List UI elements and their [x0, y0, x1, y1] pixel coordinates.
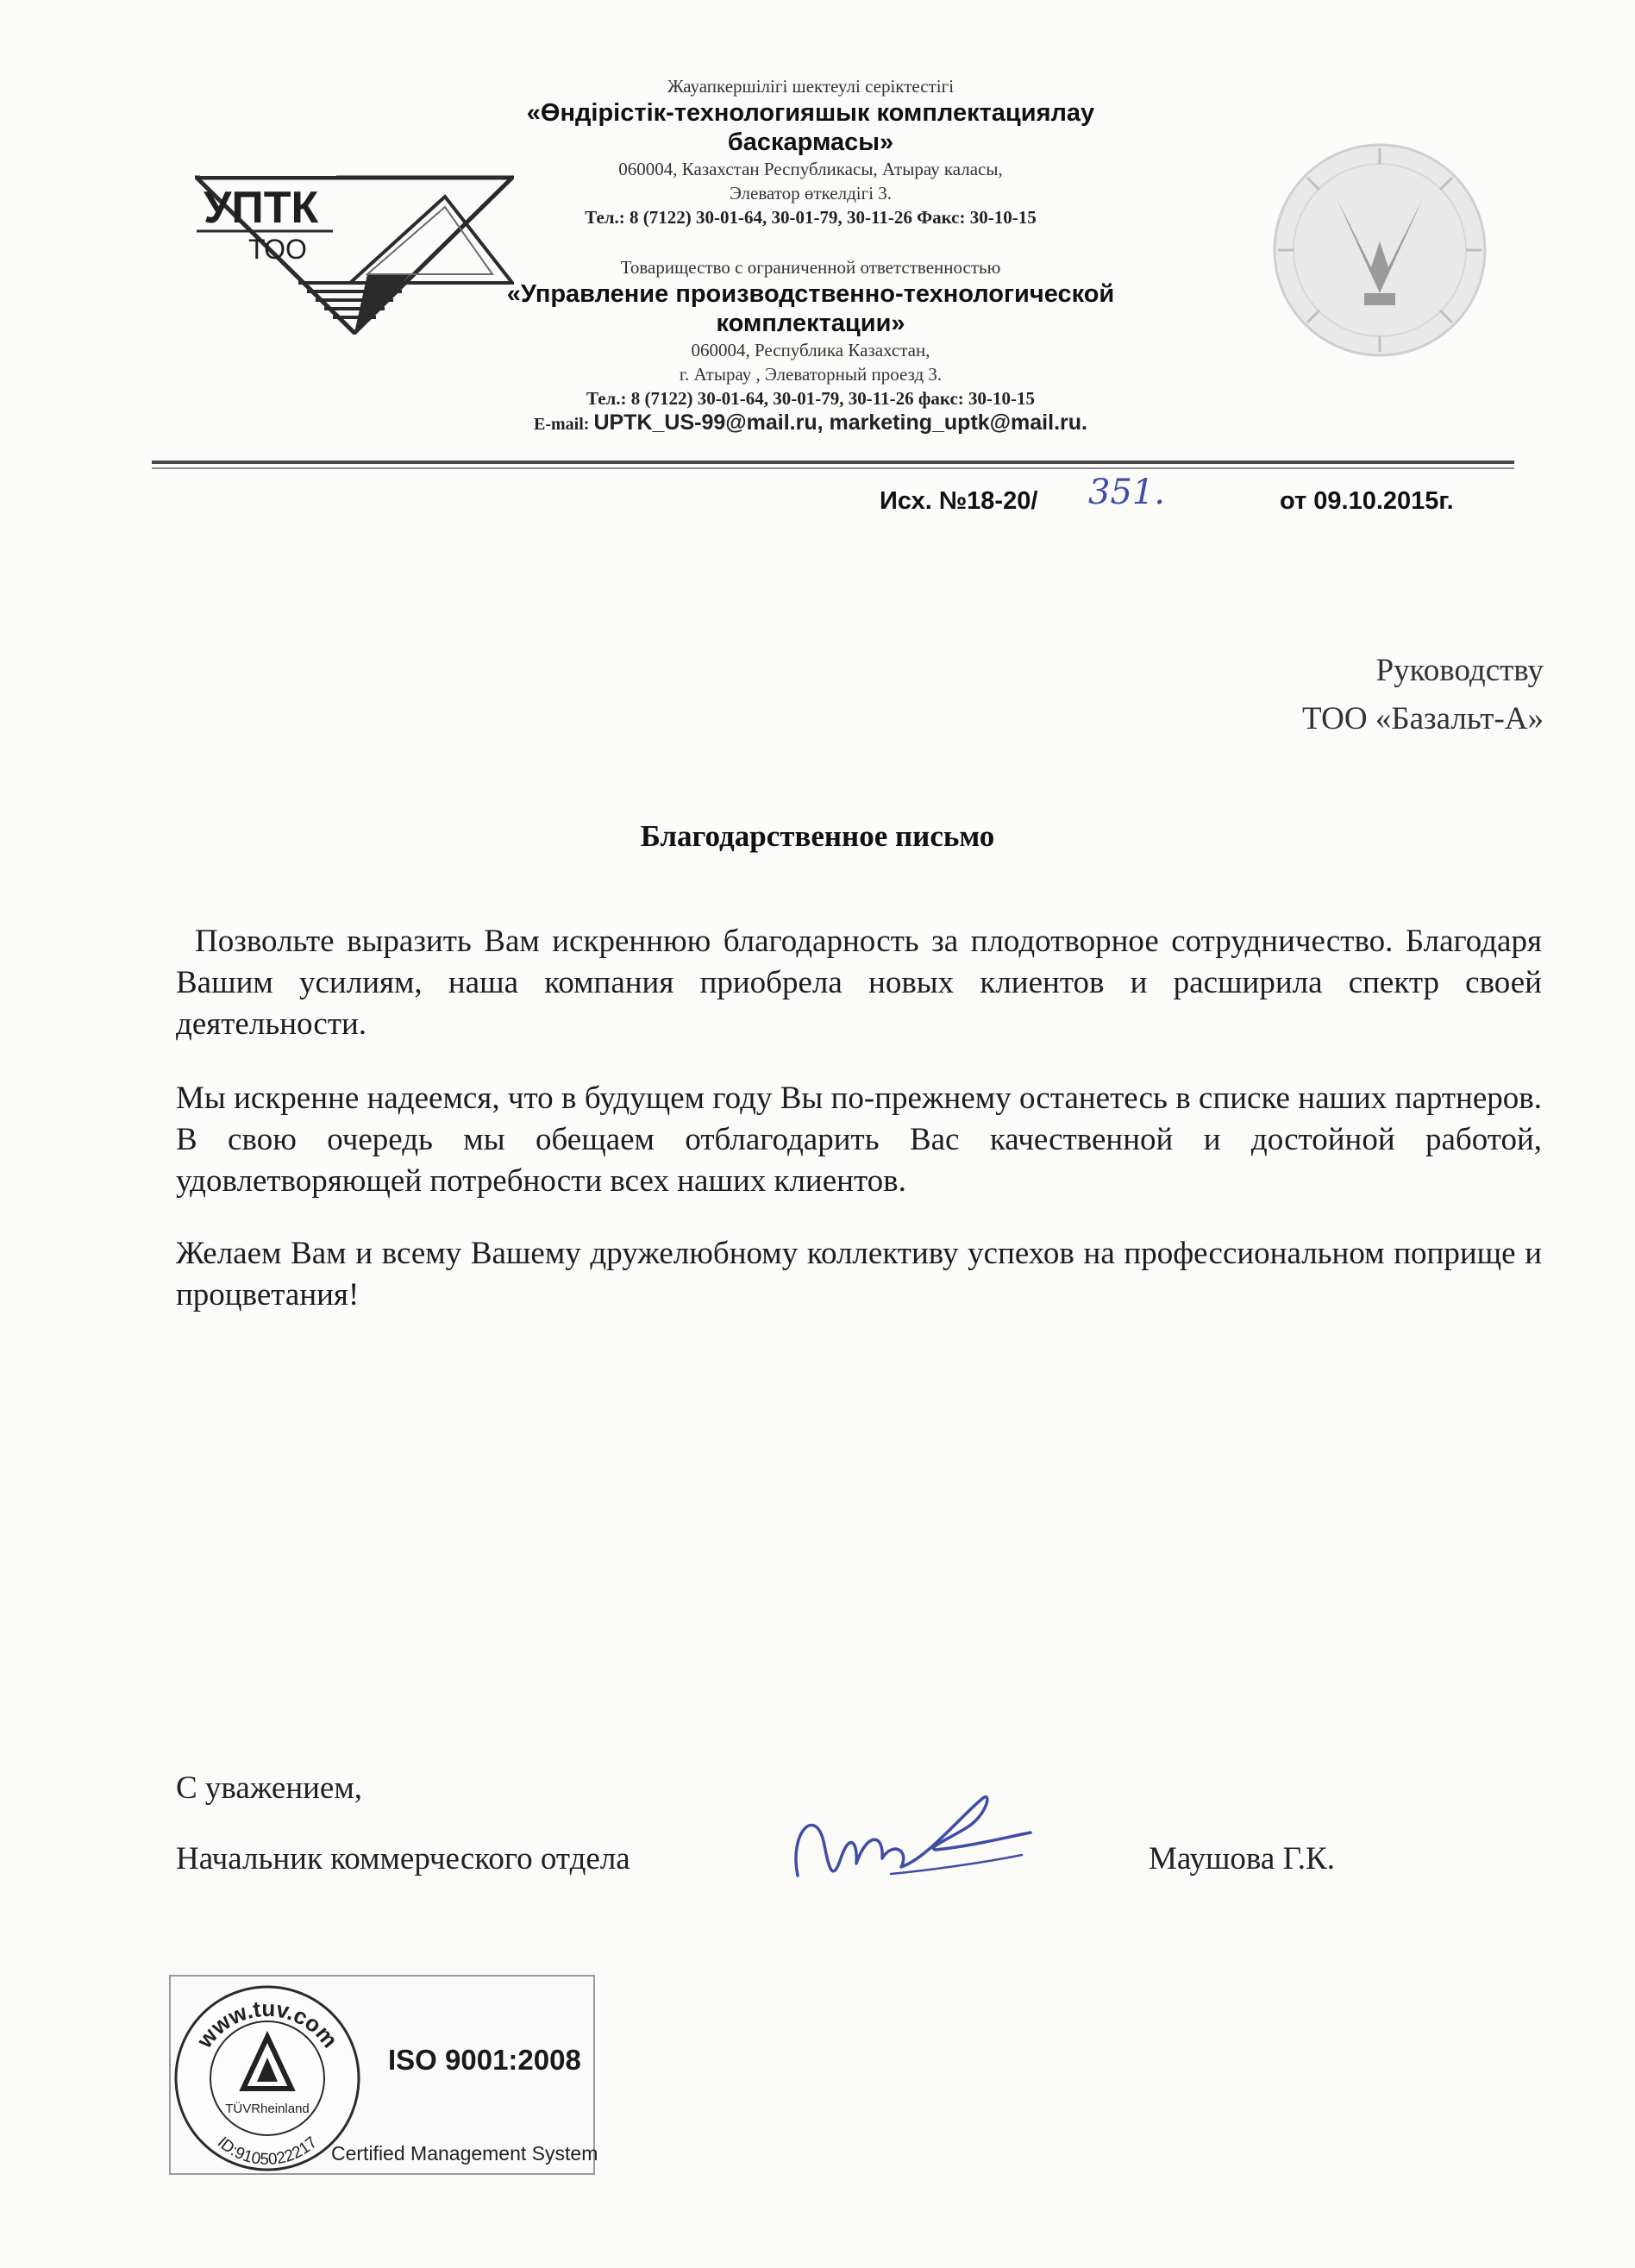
kz-company-name-line2: баскармасы»	[727, 128, 894, 156]
email-value: UPTK_US-99@mail.ru, marketing_uptk@mail.ru.	[593, 410, 1087, 435]
signer-position: Начальник коммерческого отдела	[176, 1841, 630, 1876]
seal-brand: TÜVRheinland	[225, 2102, 310, 2116]
ru-legal-form: Товарищество с ограниченной ответственностью	[620, 257, 1001, 278]
logo-subtext: ТОО	[248, 234, 307, 265]
letter-date: от 09.10.2015г.	[1280, 487, 1454, 515]
ru-phone: Тел.: 8 (7122) 30-01-64, 30-01-79, 30-11-26 факс: 30-10-15	[586, 388, 1035, 409]
iso-caption: Certified Management System	[331, 2142, 598, 2165]
kz-legal-form: Жауапкершілігі шектеулі серіктестігі	[667, 76, 955, 97]
header-kz	[483, 74, 1138, 229]
signer-name: Маушова Г.К.	[1149, 1841, 1335, 1876]
header-divider-top	[152, 460, 1514, 464]
email-label: E-mail:	[534, 415, 590, 434]
closing-regards: С уважением,	[176, 1770, 363, 1806]
body-paragraph-3	[176, 1233, 1542, 1316]
handwritten-signature	[780, 1781, 1039, 1901]
paragraph: Мы искренне надеемся, что в будущем году Вы по-прежнему останетесь в списке наших партнеров. В свою очередь мы обещаем отблагодарить Вас качественной и достойной работой, удовлетворяющей потребности всех наших клиентов.	[176, 1081, 1542, 1199]
emblem-watermark	[1268, 138, 1492, 362]
seal-url: www.tuv.com	[191, 1995, 343, 2053]
seal-id: ID:9105022217	[213, 2133, 322, 2170]
ru-company-name-line2: комплектации»	[716, 310, 905, 337]
paragraph: Желаем Вам и всему Вашему дружелюбному коллективу успехов на профессиональном поприще и процветания!	[176, 1236, 1542, 1313]
ru-address-line2: г. Атырау , Элеваторный проезд 3.	[679, 364, 943, 385]
kz-address-line1: 060004, Казахстан Республикасы, Атырау каласы,	[618, 159, 1003, 179]
ru-email	[483, 410, 1138, 435]
header-divider-bottom	[152, 467, 1514, 469]
header-ru	[483, 255, 1138, 435]
ru-address-line1: 060004, Республика Казахстан,	[691, 340, 930, 360]
body-paragraph-1	[176, 921, 1542, 1045]
ru-company-name-line1: «Управление производственно-технологической	[506, 280, 1115, 308]
handwritten-number: 351.	[1088, 473, 1166, 512]
kz-phone: Тел.: 8 (7122) 30-01-64, 30-01-79, 30-11-26 Факс: 30-10-15	[585, 207, 1037, 228]
paragraph: Позвольте выразить Вам искреннюю благодарность за плодотворное сотрудничество. Благодаря Вашим усилиям, наша компания приобрела новых клиентов и расширила спектр своей деятельности.	[176, 924, 1542, 1042]
recipient-line1: Руководству	[1375, 653, 1544, 688]
kz-address-line2: Элеватор өткелдігі 3.	[729, 183, 893, 204]
body-paragraph-2	[176, 1078, 1542, 1202]
uptk-logo	[195, 162, 514, 335]
recipient-line2: ТОО «Базальт-А»	[1302, 701, 1544, 736]
kz-company-name-line1: «Өндірістік-технологияшык комплектациялау	[526, 99, 1095, 127]
outgoing-number: Исх. №18-20/	[880, 487, 1038, 515]
recipient	[1302, 647, 1544, 743]
iso-standard: ISO 9001:2008	[388, 2044, 581, 2076]
logo-text: УПТК	[204, 183, 319, 233]
letter-title: Благодарственное письмо	[640, 819, 995, 853]
